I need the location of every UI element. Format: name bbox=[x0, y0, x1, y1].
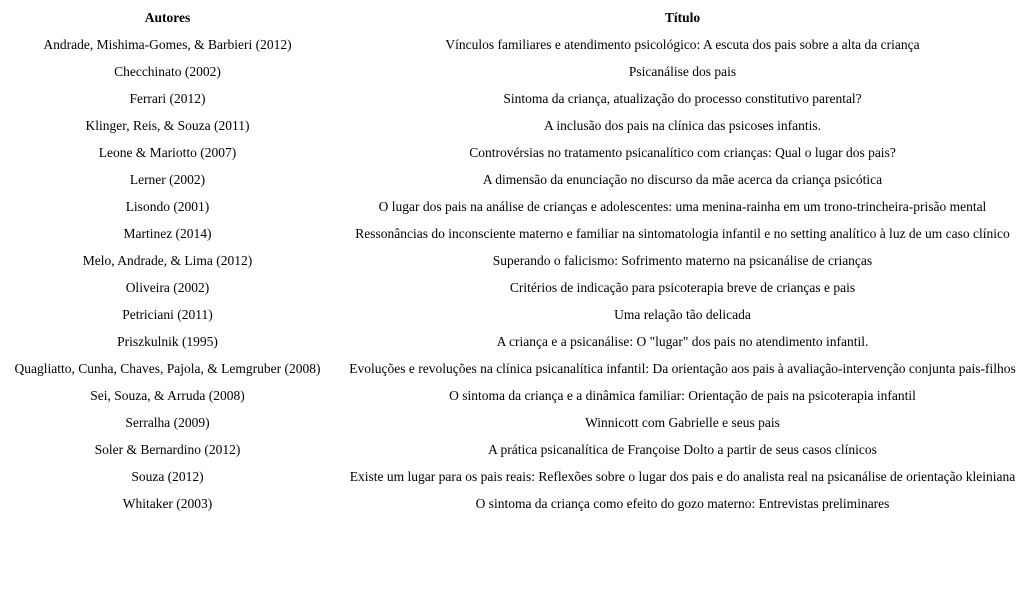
table-row bbox=[0, 85, 1030, 112]
table-row bbox=[0, 112, 1030, 139]
autores-cell: Martinez (2014) bbox=[123, 226, 212, 241]
titulo-cell: Winnicott com Gabrielle e seus pais bbox=[585, 415, 780, 430]
titulo-cell: Evoluções e revoluções na clínica psicanalítica infantil: Da orientação aos pais à avaliação-intervenção conjunta pais-filhos bbox=[349, 361, 1016, 376]
autores-cell: Checchinato (2002) bbox=[114, 64, 221, 79]
table-row bbox=[0, 382, 1030, 409]
table-row bbox=[0, 58, 1030, 85]
titulo-cell: A criança e a psicanálise: O "lugar" dos pais no atendimento infantil. bbox=[496, 334, 869, 349]
autores-cell: Andrade, Mishima-Gomes, & Barbieri (2012) bbox=[43, 37, 292, 52]
autores-cell: Serralha (2009) bbox=[125, 415, 210, 430]
autores-cell: Whitaker (2003) bbox=[122, 496, 213, 511]
titulo-cell: Vínculos familiares e atendimento psicológico: A escuta dos pais sobre a alta da criança bbox=[445, 37, 920, 52]
header-row bbox=[0, 4, 1030, 31]
table-body bbox=[0, 31, 1030, 517]
table-row bbox=[0, 274, 1030, 301]
autores-cell: Petriciani (2011) bbox=[122, 307, 213, 322]
titulo-cell: Sintoma da criança, atualização do processo constitutivo parental? bbox=[503, 91, 862, 106]
table-row bbox=[0, 436, 1030, 463]
autores-cell: Oliveira (2002) bbox=[125, 280, 210, 295]
titulo-cell: O lugar dos pais na análise de crianças e adolescentes: uma menina-rainha em um trono-trincheira-prisão mental bbox=[378, 199, 987, 214]
table-row bbox=[0, 220, 1030, 247]
table-row bbox=[0, 166, 1030, 193]
table-row bbox=[0, 247, 1030, 274]
table-row bbox=[0, 355, 1030, 382]
titulo-cell: A prática psicanalítica de Françoise Dolto a partir de seus casos clínicos bbox=[488, 442, 877, 457]
column-header-autores: Autores bbox=[144, 10, 191, 25]
autores-cell: Melo, Andrade, & Lima (2012) bbox=[82, 253, 253, 268]
titulo-cell: Controvérsias no tratamento psicanalítico com crianças: Qual o lugar dos pais? bbox=[469, 145, 896, 160]
titulo-cell: Psicanálise dos pais bbox=[628, 64, 737, 79]
table-row bbox=[0, 301, 1030, 328]
titulo-cell: A inclusão dos pais na clínica das psicoses infantis. bbox=[543, 118, 822, 133]
autores-cell: Ferrari (2012) bbox=[129, 91, 206, 106]
autores-cell: Leone & Mariotto (2007) bbox=[98, 145, 237, 160]
table-row bbox=[0, 31, 1030, 58]
table-row bbox=[0, 490, 1030, 517]
references-table bbox=[0, 4, 1030, 517]
autores-cell: Quagliatto, Cunha, Chaves, Pajola, & Lemgruber (2008) bbox=[14, 361, 321, 376]
table-row bbox=[0, 193, 1030, 220]
titulo-cell: Existe um lugar para os pais reais: Reflexões sobre o lugar dos pais e do analista real na psicanálise de orientação kleiniana bbox=[349, 469, 1016, 484]
titulo-cell: Uma relação tão delicada bbox=[614, 307, 751, 322]
table-row bbox=[0, 409, 1030, 436]
column-header-titulo: Título bbox=[664, 10, 701, 25]
titulo-cell: A dimensão da enunciação no discurso da mãe acerca da criança psicótica bbox=[482, 172, 883, 187]
titulo-cell: Superando o falicismo: Sofrimento materno na psicanálise de crianças bbox=[492, 253, 873, 268]
titulo-cell: Critérios de indicação para psicoterapia breve de crianças e pais bbox=[509, 280, 856, 295]
table-row bbox=[0, 463, 1030, 490]
autores-cell: Souza (2012) bbox=[131, 469, 204, 484]
autores-cell: Priszkulnik (1995) bbox=[117, 334, 218, 349]
titulo-cell: O sintoma da criança como efeito do gozo materno: Entrevistas preliminares bbox=[475, 496, 890, 511]
table-row bbox=[0, 139, 1030, 166]
titulo-cell: Ressonâncias do inconsciente materno e familiar na sintomatologia infantil e no setting analítico à luz de um caso clínico bbox=[355, 226, 1010, 241]
table-row bbox=[0, 328, 1030, 355]
autores-cell: Soler & Bernardino (2012) bbox=[94, 442, 241, 457]
titulo-cell: O sintoma da criança e a dinâmica familiar: Orientação de pais na psicoterapia infantil bbox=[449, 388, 916, 403]
autores-cell: Sei, Souza, & Arruda (2008) bbox=[90, 388, 245, 403]
autores-cell: Klinger, Reis, & Souza (2011) bbox=[85, 118, 250, 133]
autores-cell: Lisondo (2001) bbox=[125, 199, 210, 214]
autores-cell: Lerner (2002) bbox=[129, 172, 206, 187]
